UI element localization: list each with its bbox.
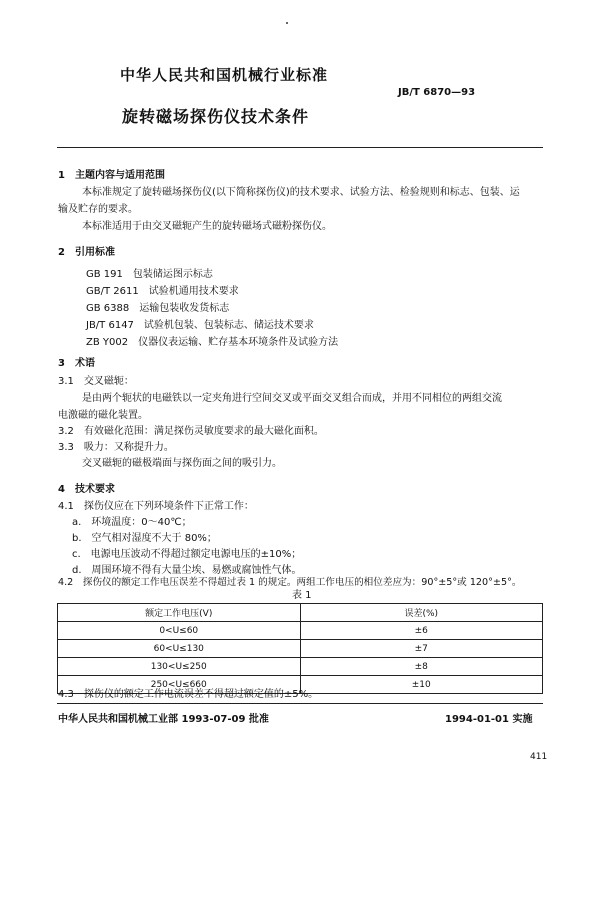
error-cell: ±8 — [300, 658, 543, 676]
term-3-3: 3.3 吸力：又称提升力。 — [58, 442, 174, 453]
section-1-heading: 1 主题内容与适用范围 — [58, 170, 165, 181]
section-3-heading: 3 术语 — [58, 358, 95, 369]
clause-4-3: 4.3 探伤仪的额定工作电流误差不得超过额定值的±5%。 — [58, 689, 319, 700]
voltage-range-cell: 60<U≤130 — [58, 640, 301, 658]
term-3-1-definition-b: 电激磁的磁化装置。 — [58, 410, 148, 421]
header-divider — [57, 147, 543, 148]
reference-item: ZB Y002 仪器仪表运输、贮存基本环境条件及试验方法 — [86, 337, 339, 348]
error-cell: ±6 — [300, 622, 543, 640]
term-3-1-definition-a: 是由两个轭状的电磁铁以一定夹角进行空间交叉或平面交叉组合而成，并用不同相位的两组交流 — [82, 393, 502, 404]
section-2-heading: 2 引用标准 — [58, 247, 115, 258]
clause-4-1: 4.1 探伤仪应在下列环境条件下正常工作： — [58, 501, 254, 512]
voltage-range-cell: 250<U≤660 — [58, 676, 301, 694]
term-3-3-definition: 交叉磁轭的磁极端面与探伤面之间的吸引力。 — [82, 458, 282, 469]
condition-item: b. 空气相对湿度不大于 80%； — [72, 533, 217, 544]
section-1-paragraph-1b: 输及贮存的要求。 — [58, 204, 138, 215]
condition-item: a. 环境温度：0～40℃； — [72, 517, 192, 528]
section-1-paragraph-1a: 本标准规定了旋转磁场探伤仪(以下简称探伤仪)的技术要求、试验方法、检验规则和标志、包装、运 — [82, 187, 520, 198]
table-row — [58, 658, 543, 676]
scan-speck — [286, 22, 288, 24]
table-header-row — [58, 604, 543, 622]
table-row — [58, 622, 543, 640]
clause-4-2: 4.2 探伤仪的额定工作电压误差不得超过表 1 的规定。两组工作电压的相位差应为：90°±5°或 120°±5°。 — [58, 577, 522, 588]
voltage-range-cell: 0<U≤60 — [58, 622, 301, 640]
reference-item: GB/T 2611 试验机通用技术要求 — [86, 286, 239, 297]
issuing-organization: 中华人民共和国机械行业标准 — [120, 66, 329, 84]
reference-item: JB/T 6147 试验机包装、包装标志、储运技术要求 — [86, 320, 314, 331]
page-number: 411 — [530, 752, 548, 762]
condition-item: c. 电源电压波动不得超过额定电源电压的±10%； — [72, 549, 302, 560]
voltage-tolerance-table — [57, 603, 543, 694]
term-3-1: 3.1 交叉磁轭： — [58, 376, 134, 387]
term-3-2: 3.2 有效磁化范围：满足探伤灵敏度要求的最大磁化面积。 — [58, 426, 324, 437]
table-caption: 表 1 — [292, 590, 312, 601]
effective-date: 1994-01-01 实施 — [445, 714, 533, 725]
document-title: 旋转磁场探伤仪技术条件 — [122, 107, 310, 126]
condition-item: d. 周围环境不得有大量尘埃、易燃或腐蚀性气体。 — [72, 565, 302, 576]
standard-code: JB/T 6870—93 — [398, 87, 476, 98]
footer-divider — [57, 703, 543, 704]
approval-line: 中华人民共和国机械工业部 1993-07-09 批准 — [58, 714, 269, 725]
section-4-heading: 4 技术要求 — [58, 484, 115, 495]
column-header-error: 误差(%) — [300, 604, 543, 622]
reference-item: GB 6388 运输包装收发货标志 — [86, 303, 230, 314]
error-cell: ±7 — [300, 640, 543, 658]
section-1-paragraph-2: 本标准适用于由交叉磁轭产生的旋转磁场式磁粉探伤仪。 — [82, 221, 332, 232]
column-header-voltage: 额定工作电压(V) — [58, 604, 301, 622]
error-cell: ±10 — [300, 676, 543, 694]
voltage-range-cell: 130<U≤250 — [58, 658, 301, 676]
table-row — [58, 640, 543, 658]
reference-item: GB 191 包装储运图示标志 — [86, 269, 213, 280]
